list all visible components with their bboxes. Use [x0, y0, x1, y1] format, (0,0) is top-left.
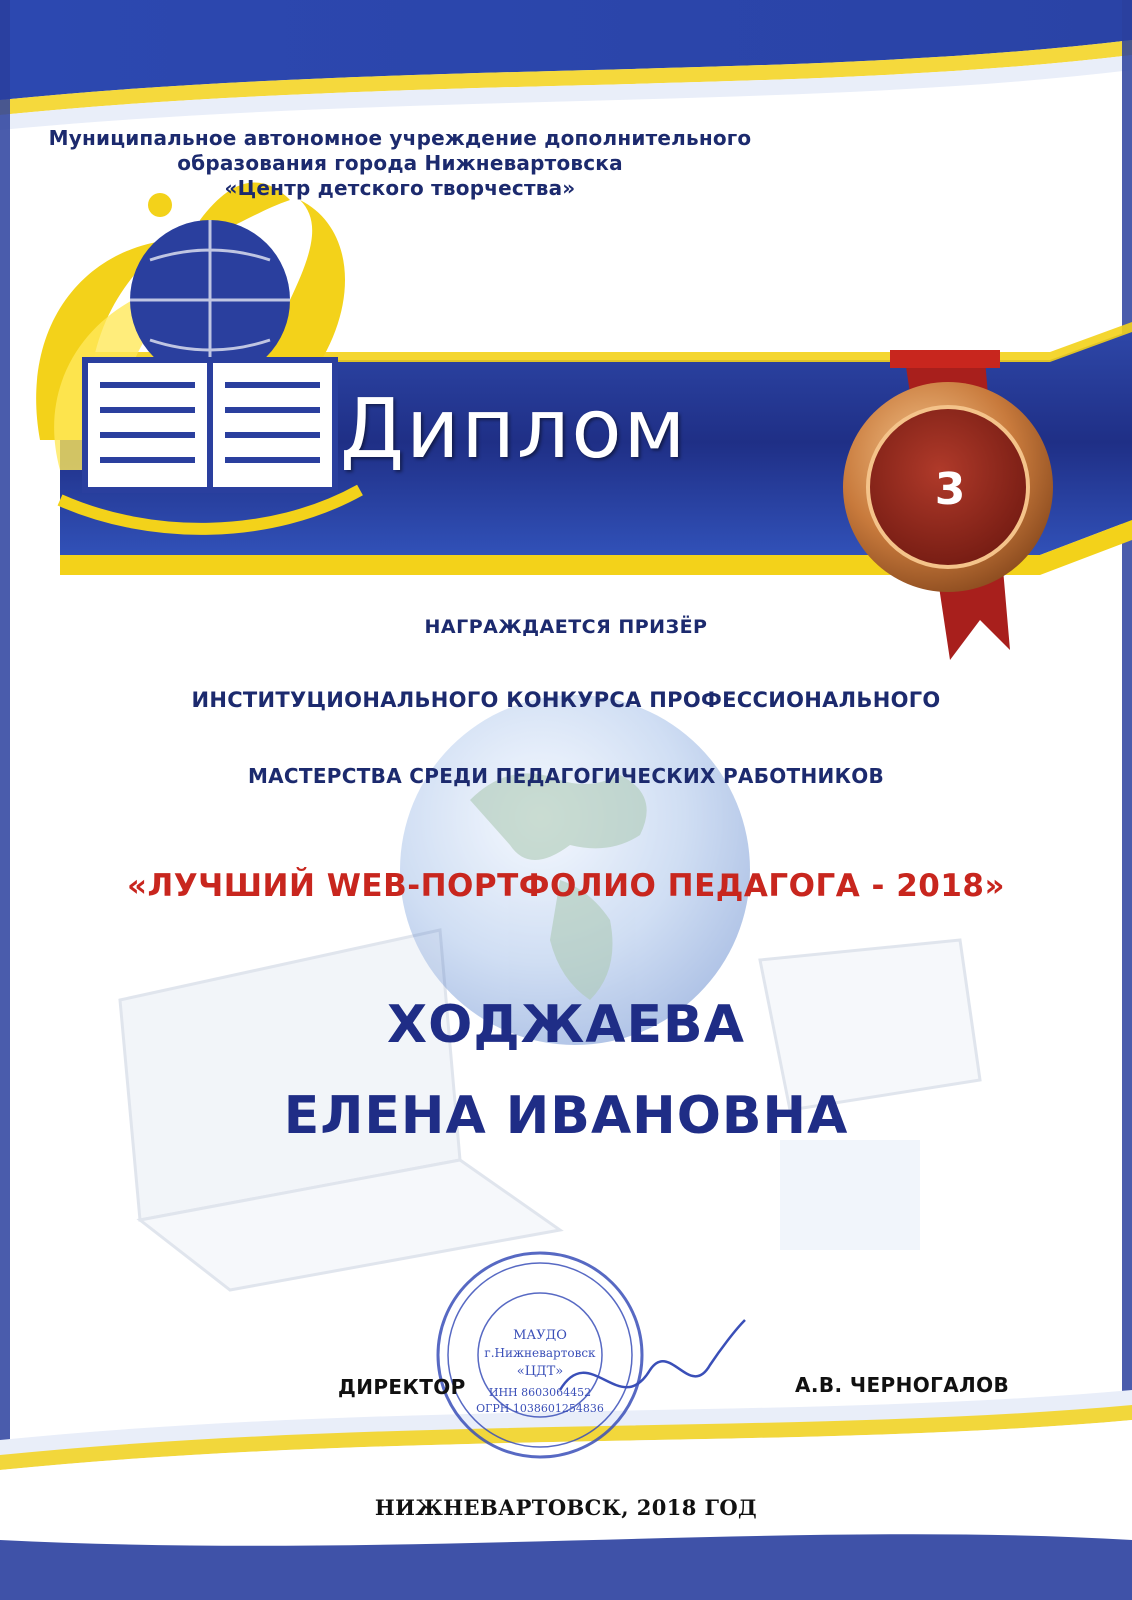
- diploma-title: Диплом: [340, 382, 688, 477]
- award-line-2: ИНСТИТУЦИОНАЛЬНОГО КОНКУРСА ПРОФЕССИОНАЛЬНОГО: [191, 688, 941, 712]
- award-line-3: МАСТЕРСТВА СРЕДИ ПЕДАГОГИЧЕСКИХ РАБОТНИКОВ: [247, 764, 885, 788]
- logo-emblem: [36, 183, 360, 529]
- stamp-inn: ИНН 8603064452: [488, 1386, 592, 1399]
- award-line-1: НАГРАЖДАЕТСЯ ПРИЗЁР: [424, 616, 708, 638]
- footer-city-year: НИЖНЕВАРТОВСК, 2018 ГОД: [374, 1495, 758, 1520]
- medal-place-number: 3: [934, 464, 966, 515]
- organization-line-2: образования города Нижневартовска: [177, 151, 623, 175]
- stamp-ogrn: ОГРН 1038601254836: [476, 1402, 604, 1415]
- left-edge: [0, 0, 10, 1600]
- stamp-center-line-1: МАУДО: [513, 1328, 567, 1343]
- recipient-surname: ХОДЖАЕВА: [387, 995, 745, 1055]
- stamp-center-line-3: «ЦДТ»: [516, 1364, 564, 1379]
- director-name: А.В. ЧЕРНОГАЛОВ: [795, 1373, 1010, 1397]
- right-edge: [1122, 0, 1132, 1600]
- organization-line-3: «Центр детского творчества»: [224, 176, 576, 200]
- director-label: ДИРЕКТОР: [338, 1375, 466, 1399]
- organization-name: [40, 126, 760, 201]
- stamp-text-block: [435, 1250, 645, 1460]
- stamp-center-line-2: г.Нижневартовск: [484, 1346, 596, 1360]
- contest-name: «ЛУЧШИЙ WEB-ПОРТФОЛИО ПЕДАГОГА - 2018»: [127, 868, 1005, 904]
- recipient-given-name: ЕЛЕНА ИВАНОВНА: [283, 1086, 849, 1146]
- organization-line-1: Муниципальное автономное учреждение дополнительного: [48, 126, 752, 150]
